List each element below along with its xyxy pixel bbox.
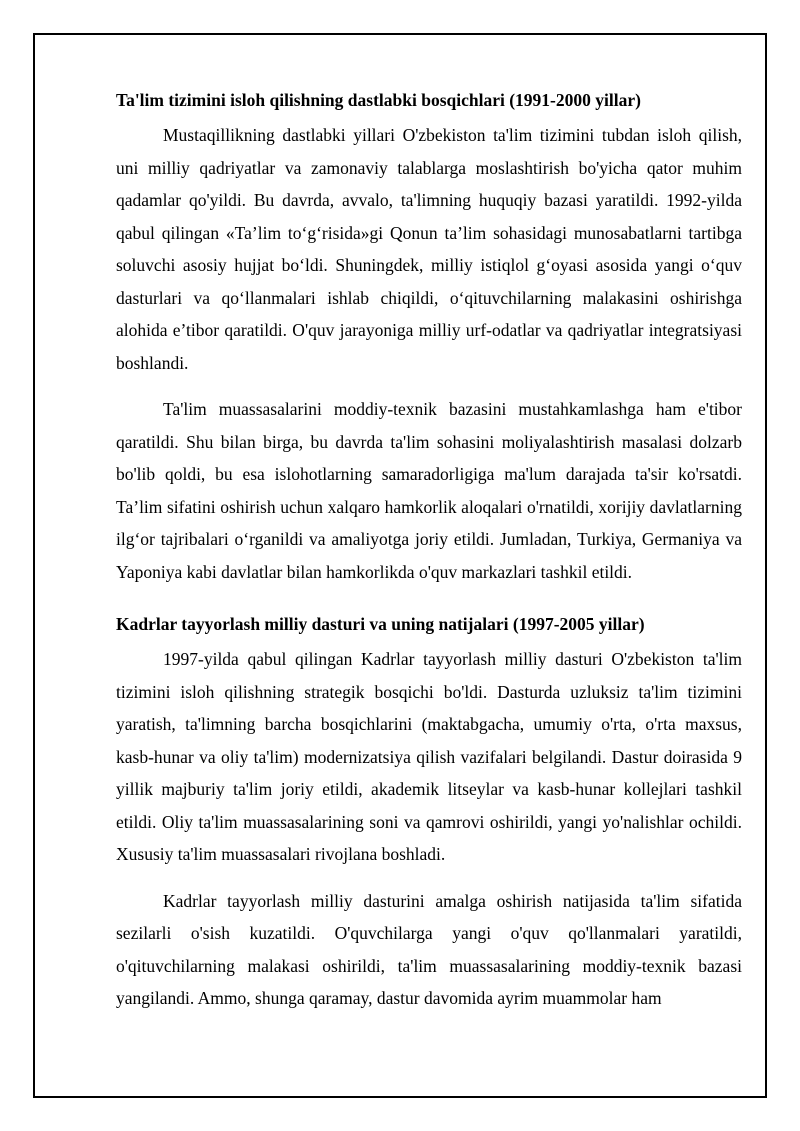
section-1-heading: Ta'lim tizimini isloh qilishning dastlabki bosqichlari (1991-2000 yillar) — [116, 90, 641, 110]
section-2-paragraph-2: Kadrlar tayyorlash milliy dasturini amalga oshirish natijasida ta'lim sifatida sezilarli o'sish kuzatildi. O'quvchilarga yangi o'quv qo'llanmalari yaratildi, o'qituvchilarning malakasi oshirildi, ta'lim muassasalarining moddiy-texnik bazasi yangilandi. Ammo, shunga qaramay, dastur davomida ayrim muammolar ham — [116, 890, 742, 1008]
section-1-paragraph-1: Mustaqillikning dastlabki yillari O'zbekiston ta'lim tizimini tubdan isloh qilish, uni milliy qadriyatlar va zamonaviy talablarga moslashtirish bo'yicha qator muhim qadamlar qo'yildi. Bu davrda, avvalo, ta'limning huquqiy bazasi yaratildi. 1992-yilda qabul qilingan «Ta’lim to‘g‘risida»gi Qonun ta’lim sohasidagi munosabatlarni tartibga soluvchi asosiy hujjat bo‘ldi. Shuningdek, milliy istiqlol g‘oyasi asosida yangi o‘quv dasturlari va qo‘llanmalari ishlab chiqildi, o‘qituvchilarning malakasini oshirishga alohida e’tibor qaratildi. O'quv jarayoniga milliy urf-odatlar va qadriyatlar integratsiyasi boshlandi. — [116, 125, 742, 373]
section-2-paragraph-1: 1997-yilda qabul qilingan Kadrlar tayyorlash milliy dasturi O'zbekiston ta'lim tizimini isloh qilishning strategik bosqichi bo'ldi. Dasturda uzluksiz ta'lim tizimini yaratish, ta'limning barcha bosqichlarini (maktabgacha, umumiy o'rta, o'rta maxsus, kasb-hunar va oliy ta'lim) modernizatsiya qilish vazifalari belgilandi. Dastur doirasida 9 yillik majburiy ta'lim joriy etildi, akademik litseylar va kasb-hunar kollejlari tashkil etildi. Oliy ta'lim muassasalarining soni va qamrovi oshirildi, yangi yo'nalishlar ochildi. Xususiy ta'lim muassasalari rivojlana boshladi. — [116, 649, 742, 864]
section-1-paragraph-2: Ta'lim muassasalarini moddiy-texnik bazasini mustahkamlashga ham e'tibor qaratildi. Shu bilan birga, bu davrda ta'lim sohasini moliyalashtirish masalasi dolzarb bo'lib qoldi, bu esa islohotlarning samaradorligiga ma'lum darajada ta'sir ko'rsatdi. Ta’lim sifatini oshirish uchun xalqaro hamkorlik aloqalari o'rnatildi, xorijiy davlatlarning ilg‘or tajribalari o‘rganildi va amaliyotga joriy etildi. Jumladan, Turkiya, Germaniya va Yaponiya kabi davlatlar bilan hamkorlikda o'quv markazlari tashkil etildi. — [116, 399, 742, 582]
section-2-heading: Kadrlar tayyorlash milliy dasturi va uning natijalari (1997-2005 yillar) — [116, 614, 645, 634]
document-body — [116, 88, 742, 1015]
